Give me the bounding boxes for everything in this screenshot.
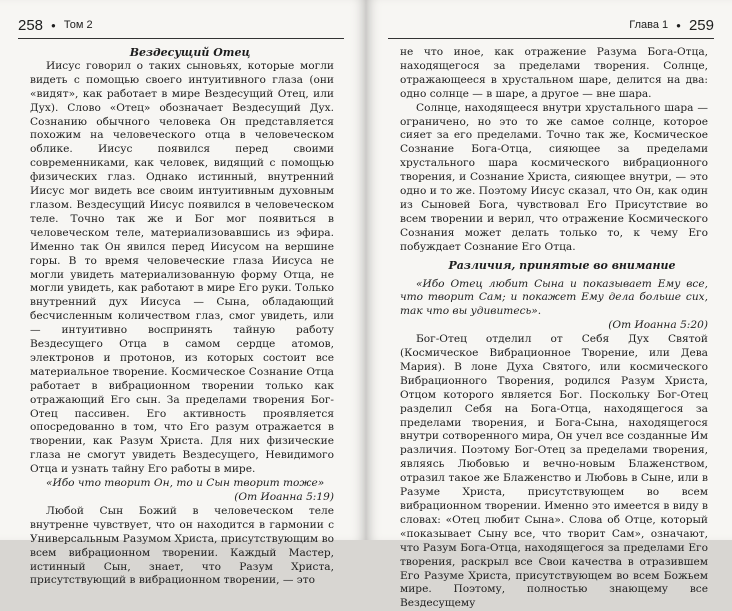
left-paragraph-1: Иисус говорил о таких сыновьях, которые могли видеть с помощью своего интуитивного глаза (они «видят», как работает в мире Вездесущий Отец, или Дух). Слово «Отец» обозначает Вездесущий Дух. Сознанию обычного человека Он представляется похожим на человеческого отца в человеческом облике. Иисус появился перед своими современниками, как человек, видящий с помощью физических глаз. Однако истинный, внутренний Иисус мог видеть все своим интуитивным духовным глазом. Вездесущий Иисус появился в человеческом теле. Точно так же и Бог мог появиться в человеческом теле, материализовавшись из эфира. Именно так Он явился перед Иисусом на вершине горы. В то время человеческие глаза Иисуса не могли увидеть материализованную форму Отца, не могли увидеть, как работают в мире Его руки. Только внутренний дух Иисуса — Сына, обладающий бесчисленным количеством глаз, смог увидеть, или — интуитивно воспринять тайную работу Вездесущего Отца в самом сердце атомов, электронов и протонов, из которых состоит все материальное творение. Космическое Сознание Отца работает в вибрационном творении только как отражающий Его сын. За пределами творения Бог-Отец пассивен. Его активность проявляется опосредованно в том, что Его разум отражается в творении, как Разум Христа. Для них физические глаза не смогут увидеть Вездесущего, Невидимого Отца и узнать тайну Его работы в мире. [30,59,334,476]
left-page [0,0,366,587]
left-header-rule [18,38,344,39]
left-paragraph-2: Любой Сын Божий в человеческом теле внутренне чувствует, что он находится в гармонии с Универсальным Разумом Христа, присутствующим во всем вибрационном творении. Каждый Мастер, истинный Сын, знает, что Разум Христа, присутствующий в вибрационном творении, — это [30,504,334,587]
right-section-heading: Различия, принятые во внимание [448,258,676,272]
right-page-number: 259 [688,16,714,34]
left-section-heading: Вездесущий Отец [129,46,251,59]
right-quote: «Ибо Отец любит Сына и показывает Ему все, что творит Сам; и покажет Ему дела больше сих, так что вы удивитесь». [400,277,708,318]
header-bullet-icon: ● [51,20,56,30]
right-running-title: Глава 1 [629,19,669,31]
right-page-body [400,46,708,611]
left-running-header [18,16,344,34]
left-quote: «Ибо что творит Он, то и Сын творит тоже» [46,477,325,490]
right-paragraph-2: Солнце, находящееся внутри хрустального шара — ограничено, но это то же самое солнце, которое сияет за его пределами. Точно так же, Космическое Сознание Бога-Отца, сияющее за пределами хрустального шара космического вибрационного творения, и Сознание Христа, сияющее внутри, — это одно и то же. Поэтому Иисус сказал, что Он, как один из Сыновей Бога, чувствовал Его Присутствие во всем творении и верил, что отражение Космического Сознания может делать только то, к чему Его побуждает Сознание Его Отца. [400,101,708,253]
left-quote-source: (От Иоанна 5:19) [234,491,334,503]
right-page [366,0,732,610]
right-quote-source: (От Иоанна 5:20) [608,319,708,332]
right-header-rule [388,38,714,39]
right-paragraph-continued: не что иное, как отражение Разума Бога-Отца, находящегося за пределами творения. Солнце, отражающееся в хрустальном шаре, делится на два: одно солнце — в шаре, а другое — вне шара. [400,46,708,100]
left-page-number: 258 [18,16,44,34]
left-running-title: Том 2 [63,19,93,31]
header-bullet-icon: ● [676,20,681,30]
right-paragraph-3: Бог-Отец отделил от Себя Дух Святой (Космическое Вибрационное Творение, или Дева Мария). В лоне Духа Святого, или космического Вибрационного Творения, родился Разум Христа, Отцом которого является Бог. Поскольку Бог-Отец разделил Себя на Бога-Отца, находящегося за пределами творения, и Бога-Сына, находящегося внутри сотворенного мира, Он учел все созданные Им различия. Поэтому Бог-Отец за пределами творения, являясь Любовью и вечно-новым Блаженством, отразил такое же Блаженство и Любовь в Сыне, или в Разуме Христа, присутствующем во всем вибрационном творении. Именно это имеется в виду в словах: «Отец любит Сына». Слова об Отце, который «показывает Сыну все, что творит Сам», означают, что Разум Бога-Отца, находящегося за пределами Его творения, раскрыл все Свои качества в отразившем Его Разуме Христа, присутствующем во всем Божьем мире. Поэтому, полностью знающему все Вездесущему [400,333,708,610]
left-page-body [30,46,334,588]
right-running-header [388,16,714,34]
